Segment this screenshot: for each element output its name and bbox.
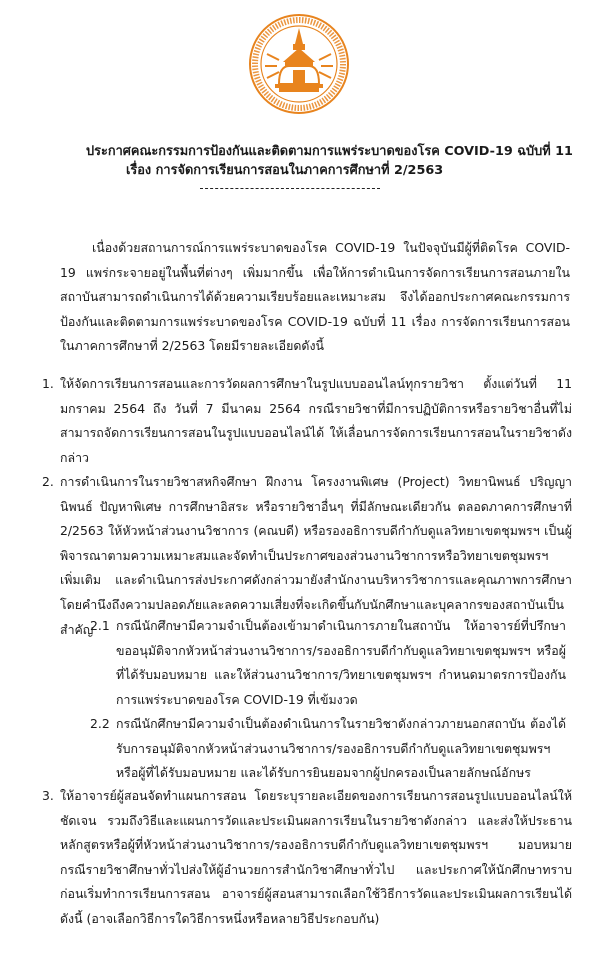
sub-item-text: กรณีนักศึกษามีความจำเป็นต้องเข้ามาดำเนินการภายในสถาบัน ให้อาจารย์ที่ปรึกษาขออนุมัติจากหัวหน้าส่วนงานวิชาการ/รองอธิการบดีกำกับดูแลวิทยาเขตชุมพรฯ หรือผู้ที่ได้รับมอบหมาย และให้ส่วนงานวิชาการ/วิทยาเขตชุมพรฯ กำหนดมาตรการป้องกันการแพร่ระบาดของโรค COVID-19 ที่เข้มงวด: [116, 618, 566, 707]
list-item-number: 1.: [42, 376, 54, 391]
title-line-1: ประกาศคณะกรรมการป้องกันและติดตามการแพร่ระบาดของโรค COVID-19 ฉบับที่ 11: [86, 144, 573, 159]
sub-item-number: 2.1: [90, 618, 110, 633]
sub-item-2-2: [90, 712, 566, 786]
list-item-1: [42, 372, 572, 470]
intro-text: เนื่องด้วยสถานการณ์การแพร่ระบาดของโรค COVID-19 ในปัจจุบันมีผู้ที่ติดโรค COVID-19 แพร่กระจายอยู่ในพื้นที่ต่างๆ เพิ่มมากขึ้น เพื่อให้การดำเนินการจัดการเรียนการสอนภายในสถาบันสามารถดำเนินการได้ด้วยความเรียบร้อยและเหมาะสม จึงได้ออกประกาศคณะกรรมการป้องกันและติดตามการแพร่ระบาดของโรค COVID-19 ฉบับที่ 11 เรื่อง การจัดการเรียนการสอนในภาคการศึกษาที่ 2/2563 โดยมีรายละเอียดดังนี้: [60, 240, 570, 354]
list-item-text: ให้จัดการเรียนการสอนและการวัดผลการศึกษาในรูปแบบออนไลน์ทุกรายวิชา ตั้งแต่วันที่ 11 มกราคม 2564 ถึง วันที่ 7 มีนาคม 2564 กรณีรายวิชาที่มีการปฏิบัติการหรือรายวิชาอื่นที่ไม่สามารถจัดการเรียนการสอนในรูปแบบออนไลน์ได้ ให้เลื่อนการจัดการเรียนการสอนในรายวิชาดังกล่าว: [60, 376, 572, 465]
list-item-number: 3.: [42, 788, 54, 803]
list-item-text: ให้อาจารย์ผู้สอนจัดทำแผนการสอน โดยระบุรายละเอียดของการเรียนการสอนรูปแบบออนไลน์ให้ชัดเจน รวมถึงวิธีและแผนการวัดและประเมินผลการเรียนในรายวิชาดังกล่าว และส่งให้ประธานหลักสูตรหรือผู้ที่หัวหน้าส่วนงานวิชาการ/รองอธิการบดีกำกับดูแลวิทยาเขตชุมพรฯ มอบหมาย กรณีรายวิชาศึกษาทั่วไปส่งให้ผู้อำนวยการสำนักวิชาศึกษาทั่วไป และประกาศให้นักศึกษาทราบก่อนเริ่มทำการเรียนการสอน อาจารย์ผู้สอนสามารถเลือกใช้วิธีการวัดและประเมินผลการเรียนได้ดังนี้ (อาจเลือกวิธีการใดวิธีการหนึ่งหรือหลายวิธีประกอบกัน): [60, 788, 572, 926]
list-item-3: [42, 784, 572, 932]
intro-paragraph: [60, 236, 570, 359]
sub-item-text: กรณีนักศึกษามีความจำเป็นต้องดำเนินการในรายวิชาดังกล่าวภายนอกสถาบัน ต้องได้รับการอนุมัติจากหัวหน้าส่วนงานวิชาการ/รองอธิการบดีกำกับดูแลวิทยาเขตชุมพรฯ หรือผู้ที่ได้รับมอบหมาย และได้รับการยินยอมจากผู้ปกครองเป็นลายลักษณ์อักษร: [116, 716, 566, 781]
seal-logo: [249, 14, 349, 114]
title-line-2: เรื่อง การจัดการเรียนการสอนในภาคการศึกษาที่ 2/2563: [126, 163, 444, 178]
document-title: [86, 142, 586, 180]
sub-item-2-1: [90, 614, 566, 712]
sub-item-number: 2.2: [90, 716, 110, 731]
list-item-text: การดำเนินการในรายวิชาสหกิจศึกษา ฝึกงาน โครงงานพิเศษ (Project) วิทยานิพนธ์ ปริญญานิพนธ์ ปัญหาพิเศษ การศึกษาอิสระ หรือรายวิชาอื่นๆ ที่มีลักษณะเดียวกัน ตลอดภาคการศึกษาที่ 2/2563 ให้หัวหน้าส่วนงานวิชาการ (คณบดี) หรือรองอธิการบดีกำกับดูแลวิทยาเขตชุมพรฯ เป็นผู้พิจารณาตามความเหมาะสมและจัดทำเป็นประกาศของส่วนงานวิชาการหรือวิทยาเขตชุมพรฯ เพิ่มเติม และดำเนินการส่งประกาศดังกล่าวมายังสำนักงานบริหารวิชาการและคุณภาพการศึกษา โดยคำนึงถึงความปลอดภัยและลดความเสี่ยงที่จะเกิดขึ้นกับนักศึกษาและบุคลากรของสถาบันเป็นสำคัญ: [60, 474, 572, 637]
list-item-number: 2.: [42, 474, 54, 489]
title-divider: [200, 188, 380, 189]
